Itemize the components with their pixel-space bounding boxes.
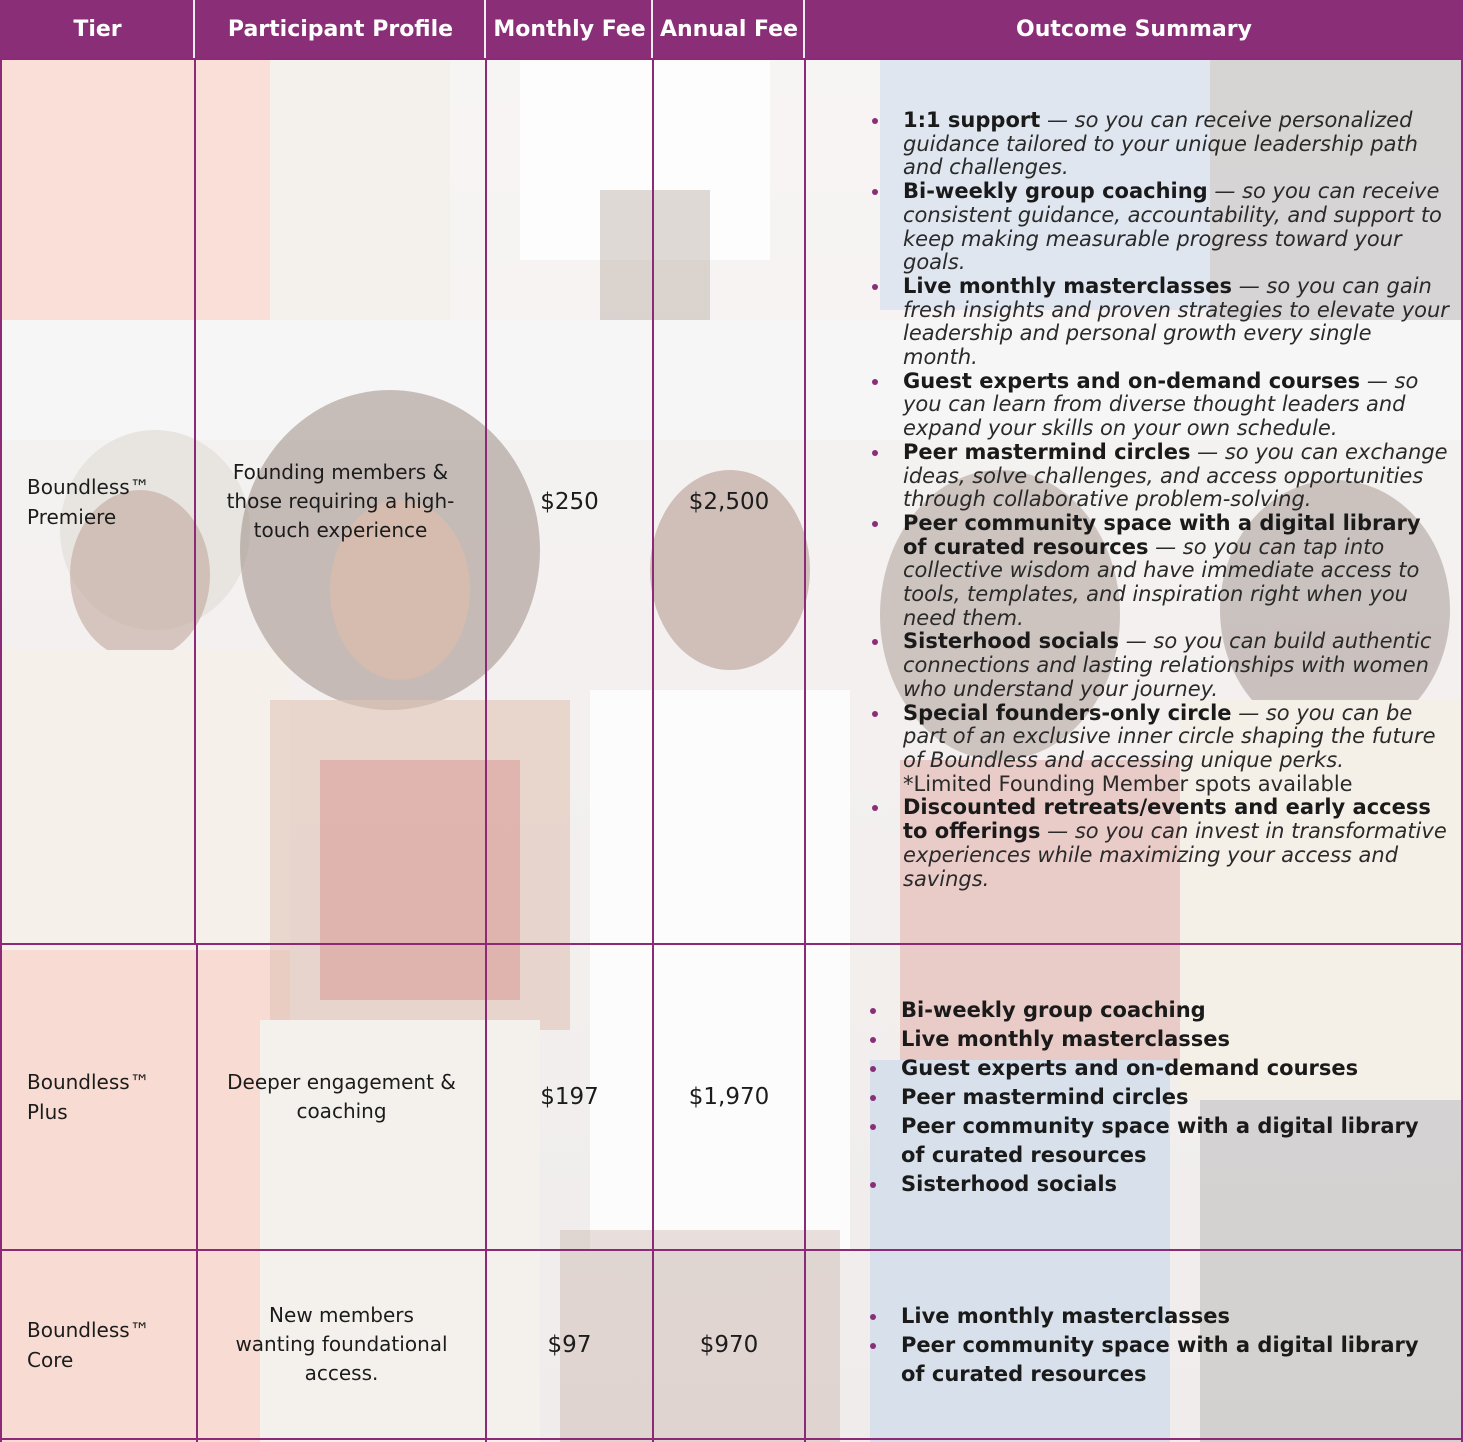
table-row-premiere-profile: [196, 60, 485, 943]
outcome-description: — so you can invest in transformative experiences while maximizing your access and savings.: [903, 819, 1447, 891]
list-item: Peer community space with a digital library of curated resources: [867, 1331, 1427, 1389]
list-item: [869, 630, 1449, 701]
outcome-description: — so you can be part of an exclusive inner circle shaping the future of Boundless and accessing unique perks.: [903, 700, 1436, 772]
profile-line: those requiring a high-: [226, 489, 455, 513]
profile-line: wanting foundational: [235, 1332, 448, 1356]
outcome-title: Special founders-only circle: [903, 700, 1232, 725]
monthly-fee-plus: $197: [540, 1084, 599, 1110]
outcome-title: Bi-weekly group coaching: [903, 179, 1208, 204]
outcome-list-core: [867, 1302, 1427, 1389]
list-item: Live monthly masterclasses: [867, 1302, 1427, 1331]
outcome-description: — so you can gain fresh insights and proven strategies to elevate your leadership and personal growth every single month.: [903, 273, 1449, 370]
list-item: Peer mastermind circles: [867, 1083, 1427, 1112]
outcome-note: *Limited Founding Member spots available: [903, 771, 1353, 796]
list-item: [869, 702, 1449, 797]
outcome-description: — so you can receive consistent guidance, accountability, and support to keep making measurable progress toward your goals.: [903, 179, 1442, 275]
tier-brand: Boundless™: [27, 1070, 150, 1094]
list-item: [869, 441, 1449, 512]
profile-line: Deeper engagement &: [227, 1070, 456, 1094]
tier-brand: Boundless™: [27, 474, 150, 499]
outcome-description: — so you can build authentic connections and lasting relationships with women who understand your journey.: [903, 629, 1432, 701]
outcome-title: Guest experts and on-demand courses: [903, 368, 1361, 393]
list-item: [869, 275, 1449, 370]
header-tier: Tier: [73, 16, 122, 42]
header-outcome-summary: Outcome Summary: [1016, 16, 1252, 42]
header-participant-profile: Participant Profile: [227, 16, 454, 42]
outcome-description: — so you can exchange ideas, solve challenges, and access opportunities through collaborative problem-solving.: [903, 439, 1448, 512]
profile-line: coaching: [296, 1099, 387, 1123]
annual-fee-core: $970: [699, 1331, 759, 1358]
outcome-title: Peer community space with a digital library of curated resources: [903, 510, 1421, 559]
outcome-title: Discounted retreats/events and early access to offerings: [903, 795, 1431, 844]
table-row-plus-tier: [0, 945, 196, 1249]
outcome-list-premiere: [869, 109, 1449, 891]
list-item: Bi-weekly group coaching: [867, 996, 1427, 1025]
list-item: [869, 512, 1449, 631]
table-row-plus-profile: [198, 945, 485, 1249]
list-item: Sisterhood socials: [867, 1170, 1427, 1199]
list-item: [869, 796, 1449, 891]
table-row-core-profile: [198, 1251, 485, 1438]
list-item: [869, 370, 1449, 441]
outcome-list-plus: [867, 996, 1427, 1199]
header-annual-fee: Annual Fee: [659, 16, 799, 42]
outcome-description: — so you can receive personalized guidance tailored to your unique leadership path and challenges.: [903, 108, 1418, 180]
monthly-fee-premiere: $250: [540, 488, 599, 515]
tier-brand: Boundless™: [27, 1317, 150, 1342]
annual-fee-premiere: $2,500: [688, 488, 770, 515]
outcome-title: 1:1 support: [903, 108, 1041, 132]
profile-line: Founding members &: [232, 460, 449, 484]
list-item: Live monthly masterclasses: [867, 1025, 1427, 1054]
table-row-premiere-tier: [0, 60, 194, 943]
annual-fee-plus: $1,970: [688, 1084, 770, 1110]
tier-name: Premiere: [27, 504, 117, 529]
table-row-core-tier: [0, 1251, 196, 1438]
outcome-description: — so you can tap into collective wisdom and have immediate access to tools, templates, and inspiration right when you need them.: [903, 534, 1420, 630]
list-item: Guest experts and on-demand courses: [867, 1054, 1427, 1083]
header-monthly-fee: Monthly Fee: [493, 16, 646, 42]
list-item: Peer community space with a digital library of curated resources: [867, 1112, 1427, 1170]
outcome-description: — so you can learn from diverse thought leaders and expand your skills on your own schedule.: [903, 368, 1419, 441]
tier-name: Core: [27, 1347, 74, 1372]
outcome-title: Live monthly masterclasses: [903, 273, 1233, 298]
profile-line: New members: [269, 1303, 414, 1327]
list-item: [869, 180, 1449, 275]
outcome-title: Peer mastermind circles: [903, 439, 1191, 464]
tier-name: Plus: [27, 1100, 68, 1124]
profile-line: touch experience: [253, 518, 428, 542]
list-item: [869, 109, 1449, 180]
outcome-title: Sisterhood socials: [903, 629, 1120, 654]
monthly-fee-core: $97: [547, 1331, 592, 1358]
profile-line: access.: [304, 1361, 379, 1385]
